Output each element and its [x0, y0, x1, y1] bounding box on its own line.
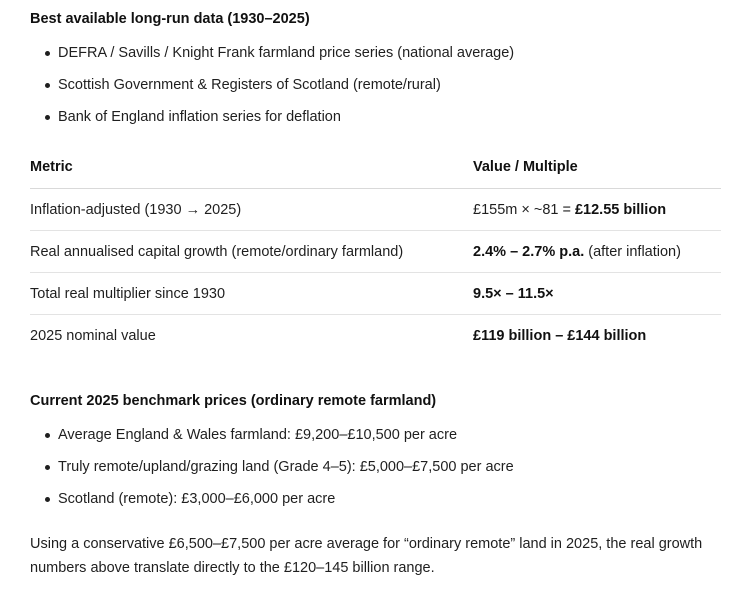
value-bold: £119 billion – £144 billion	[473, 327, 647, 344]
table-row	[30, 189, 721, 231]
metric-cell: Total real multiplier since 1930	[30, 273, 473, 315]
table-row	[30, 315, 721, 357]
benchmark-prices-list	[30, 425, 720, 521]
list-item: Scotland (remote): £3,000–£6,000 per acre	[30, 489, 720, 521]
value-cell	[473, 231, 721, 273]
section-heading-long-run-data: Best available long-run data (1930–2025)	[30, 11, 310, 27]
list-item: Scottish Government & Registers of Scotland (remote/rural)	[30, 75, 720, 107]
metric-cell: Real annualised capital growth (remote/ordinary farmland)	[30, 231, 473, 273]
table-header-row	[30, 146, 721, 189]
value-cell	[473, 273, 721, 315]
list-item: Truly remote/upland/grazing land (Grade 4–5): £5,000–£7,500 per acre	[30, 457, 720, 489]
table-row	[30, 231, 721, 273]
value-plain: £155m × ~81 =	[473, 201, 575, 218]
column-header-metric: Metric	[30, 146, 473, 189]
list-item: DEFRA / Savills / Knight Frank farmland price series (national average)	[30, 43, 720, 75]
metric-cell: Inflation-adjusted (1930 → 2025)	[30, 189, 473, 231]
value-cell	[473, 315, 721, 357]
value-bold: 2.4% – 2.7% p.a.	[473, 243, 585, 260]
metric-cell: 2025 nominal value	[30, 327, 156, 344]
list-item: Average England & Wales farmland: £9,200–£10,500 per acre	[30, 425, 720, 457]
value-cell	[473, 189, 721, 231]
list-item: Bank of England inflation series for deflation	[30, 107, 720, 139]
value-bold: 9.5× – 11.5×	[473, 285, 554, 302]
data-sources-list	[30, 43, 720, 139]
column-header-value: Value / Multiple	[473, 146, 721, 189]
table-row	[30, 273, 721, 315]
metrics-table	[30, 146, 721, 356]
section-heading-benchmark-prices: Current 2025 benchmark prices (ordinary remote farmland)	[30, 393, 437, 409]
value-bold: £12.55 billion	[574, 201, 667, 218]
value-suffix: (after inflation)	[584, 243, 681, 260]
summary-paragraph: Using a conservative £6,500–£7,500 per acre average for “ordinary remote” land in 2025, the real growth numbers above translate directly to the £120–145 billion range.	[30, 536, 703, 576]
